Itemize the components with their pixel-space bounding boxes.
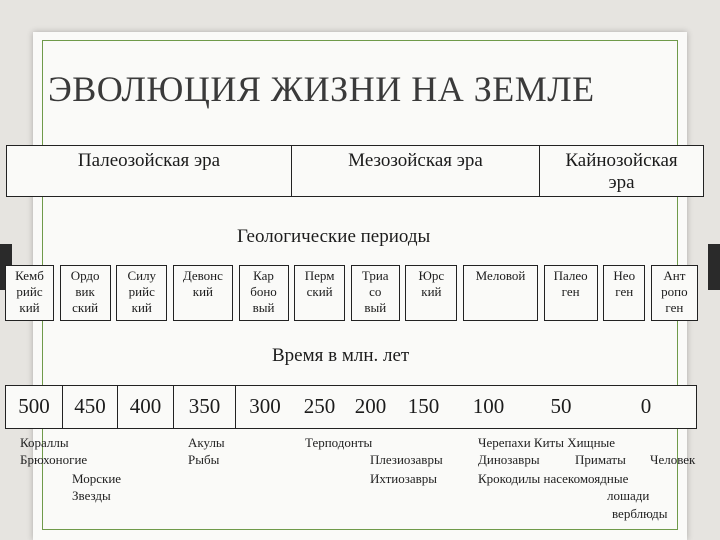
time-scale-table — [5, 385, 697, 429]
organism-plesiosaurs: Плезиозавры — [370, 452, 443, 467]
time-value-300: 300 — [249, 394, 281, 418]
period-carboniferous: Кар боно вый — [239, 265, 289, 321]
organism-turtles-whales-predators: Черепахи Киты Хищные — [478, 435, 616, 450]
organism-fish: Рыбы — [188, 452, 220, 467]
time-value-50: 50 — [550, 394, 572, 418]
organism-stars: Звезды — [72, 488, 111, 503]
time-value-500: 500 — [6, 386, 63, 428]
period-permian: Перм ский — [294, 265, 345, 321]
period-cretaceous: Меловой — [463, 265, 538, 321]
eras-table — [6, 145, 704, 197]
organism-sea: Морские — [72, 471, 122, 486]
period-cambrian: Кемб рийс кий — [5, 265, 54, 321]
page-title: ЭВОЛЮЦИЯ ЖИЗНИ НА ЗЕМЛЕ — [48, 69, 595, 109]
organism-sharks: Акулы — [188, 435, 225, 450]
time-value-0: 0 — [640, 394, 652, 418]
organism-horses: лошади — [607, 488, 650, 503]
era-mesozoic: Мезозойская эра — [292, 146, 540, 196]
time-heading: Время в млн. лет — [272, 345, 410, 366]
period-anthropogene: Ант ропо ген — [651, 265, 698, 321]
organism-gastropods: Брюхоногие — [20, 452, 88, 467]
period-neogene: Нео ген — [603, 265, 645, 321]
time-value-200: 200 — [354, 394, 387, 418]
era-paleozoic: Палеозойская эра — [7, 146, 292, 196]
period-paleogene: Палео ген — [544, 265, 598, 321]
periods-row — [5, 265, 698, 321]
organism-therapsids: Терподонты — [305, 435, 373, 450]
organism-camels: верблюды — [612, 506, 668, 521]
organism-ichthyosaurs: Ихтиозавры — [370, 471, 437, 486]
organism-dinosaurs: Динозавры — [478, 452, 540, 467]
organism-crocodiles-insectivores: Крокодилы насекомоядные — [478, 471, 629, 486]
period-devonian: Девонс кий — [173, 265, 233, 321]
organism-human: Человек — [650, 452, 696, 467]
period-triassic: Триа со вый — [351, 265, 400, 321]
era-cenozoic: Кайнозойская эра — [565, 150, 678, 193]
period-silurian: Силу рийс кий — [116, 265, 167, 321]
time-value-250: 250 — [303, 394, 336, 418]
time-value-350: 350 — [174, 386, 236, 428]
organism-primates: Приматы — [575, 452, 626, 467]
periods-heading: Геологические периоды — [237, 226, 431, 247]
time-value-450: 450 — [63, 386, 118, 428]
right-edge-tab — [708, 244, 720, 290]
period-jurassic: Юрс кий — [405, 265, 457, 321]
organism-corals: Кораллы — [20, 435, 69, 450]
time-value-400: 400 — [118, 386, 174, 428]
time-value-100: 100 — [472, 394, 505, 418]
period-ordovician: Ордо вик ский — [60, 265, 111, 321]
time-value-150: 150 — [407, 394, 440, 418]
